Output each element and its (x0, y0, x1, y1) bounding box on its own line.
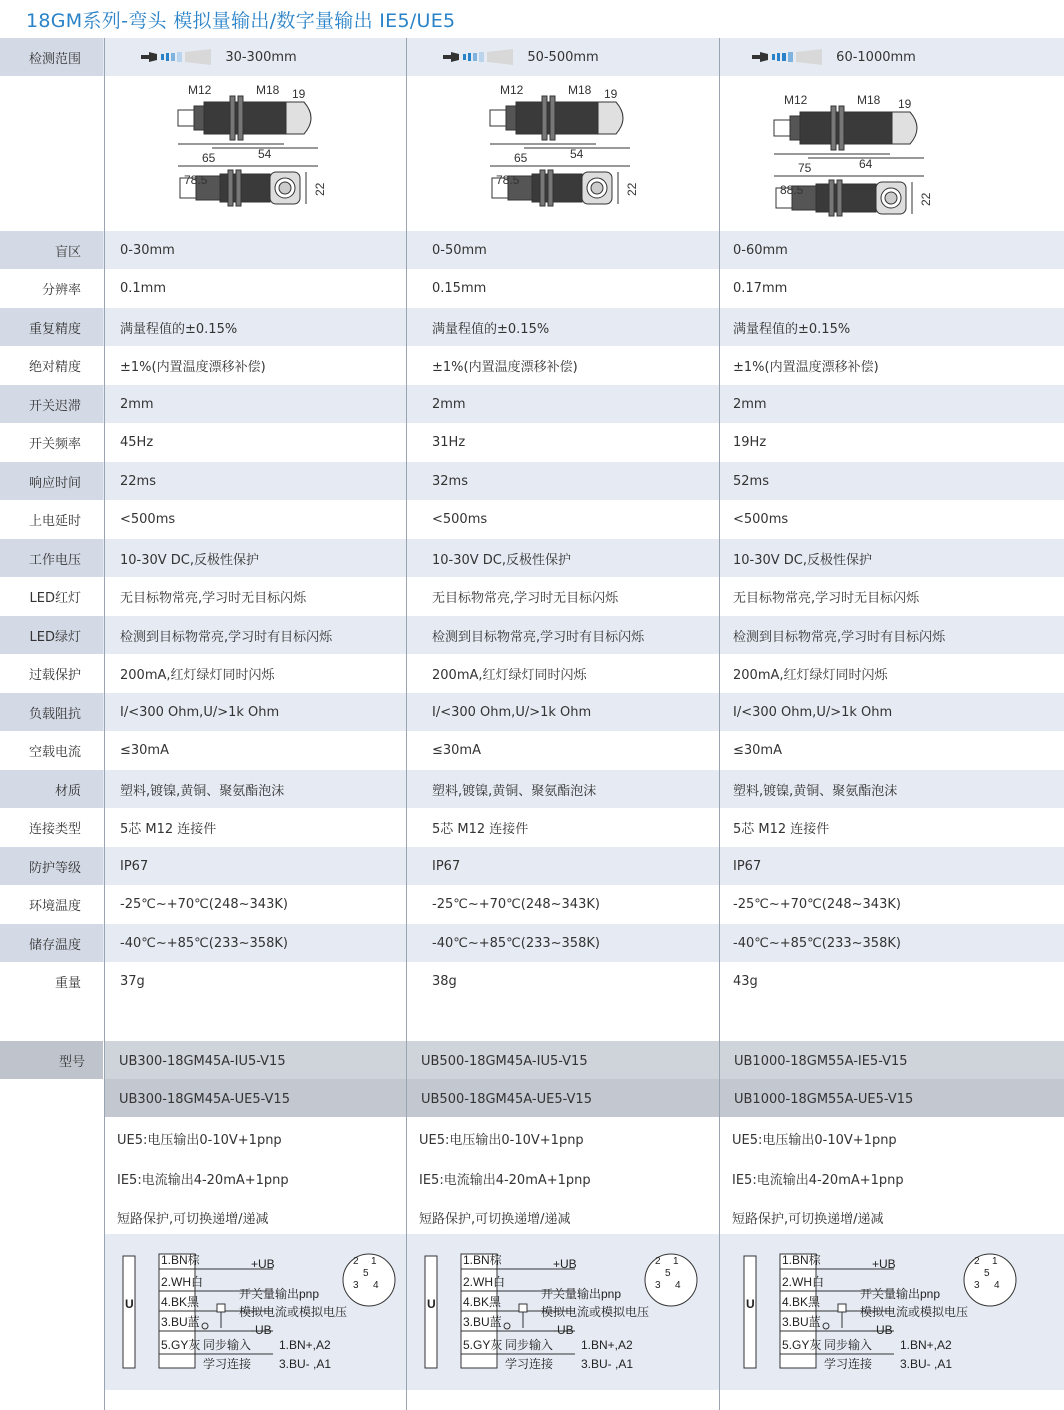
sensor-dimension-drawing (484, 80, 654, 222)
spec-value: 43g (733, 974, 758, 989)
dim-78-5: 88.5 (780, 183, 804, 197)
spec-row (0, 269, 1064, 308)
pin-number: 3 (655, 1280, 661, 1291)
analog-out-label: 模拟电流或模拟电压 (541, 1305, 650, 1319)
learn-label: 学习连接 (203, 1357, 252, 1371)
pin-label: 4.BK黑 (463, 1295, 502, 1309)
plus-ub-label: +UB (251, 1257, 275, 1271)
row-label: 材质 (0, 770, 103, 808)
column-divider (719, 38, 720, 1410)
header-row (0, 38, 1064, 76)
range-cell (421, 38, 621, 76)
model-number: UB300-18GM45A-IU5-V15 (119, 1054, 286, 1069)
spec-row (0, 654, 1064, 693)
row-label: 开关频率 (28, 437, 81, 452)
a1-label: 3.BU- ,A1 (900, 1357, 953, 1371)
row-label: 空载电流 (28, 745, 81, 760)
spec-row (0, 924, 1064, 962)
pin-label: 2.WH白 (161, 1275, 204, 1289)
spec-value: IP67 (432, 858, 461, 874)
sensor-beam-icon (141, 49, 213, 65)
row-label: 连接类型 (28, 822, 81, 837)
pin-label: 1.BN棕 (463, 1253, 502, 1267)
spec-value: 塑料,镀镍,黄铜、聚氨酯泡沫 (432, 783, 597, 799)
output-note: IE5:电流输出4-20mA+1pnp (419, 1173, 591, 1188)
pin-number: 4 (994, 1280, 1000, 1291)
spec-value: 200mA,红灯绿灯同时闪烁 (120, 668, 275, 683)
plus-ub-label: +UB (872, 1257, 896, 1271)
wiring-diagram (407, 1234, 719, 1390)
pin-number: 2 (655, 1256, 661, 1267)
spec-row (0, 847, 1064, 885)
dim-22: 22 (313, 182, 327, 196)
spec-row (0, 770, 1064, 808)
dim-19: 19 (604, 87, 618, 101)
output-note: IE5:电流输出4-20mA+1pnp (117, 1173, 289, 1188)
dim-m12: M12 (784, 93, 808, 107)
row-label: 环境温度 (28, 899, 81, 914)
spec-row (0, 462, 1064, 500)
wiring-diagram (105, 1234, 406, 1390)
spec-value: <500ms (432, 512, 488, 527)
spec-value: 2mm (733, 396, 767, 412)
u-label: U (125, 1297, 134, 1311)
range-value: 50-500mm (527, 49, 599, 65)
spec-row (0, 539, 1064, 577)
pin-number: 2 (974, 1256, 980, 1267)
spec-value: <500ms (120, 512, 176, 527)
dim-19: 19 (292, 87, 306, 101)
spec-value: <500ms (733, 512, 789, 527)
row-label: 工作电压 (0, 539, 103, 577)
u-label: U (746, 1297, 755, 1311)
row-label: 上电延时 (28, 514, 81, 529)
learn-label: 学习连接 (824, 1357, 873, 1371)
wiring-svg (105, 1234, 406, 1390)
spec-value: 31Hz (432, 435, 466, 450)
range-value: 60-1000mm (836, 49, 916, 65)
spec-value: 5芯 M12 连接件 (733, 822, 830, 837)
spec-value: -25℃~+70℃(248~343K) (733, 897, 901, 912)
spec-row (0, 500, 1064, 539)
plus-ub-label: +UB (553, 1257, 577, 1271)
wiring-diagram (720, 1234, 1064, 1390)
dim-m12: M12 (500, 83, 524, 97)
model-column (407, 1041, 719, 1117)
spec-value: I/<300 Ohm,U/>1k Ohm (120, 704, 280, 720)
switch-out-label: 开关量输出pnp (860, 1287, 941, 1301)
dim-65: 75 (798, 161, 812, 175)
dim-65: 65 (514, 151, 528, 165)
analog-out-label: 模拟电流或模拟电压 (860, 1305, 969, 1319)
spec-value: 38g (432, 974, 457, 989)
spec-row (0, 423, 1064, 462)
pin-number: 4 (373, 1280, 379, 1291)
spec-row (0, 385, 1064, 423)
analog-out-label: 模拟电流或模拟电压 (239, 1305, 348, 1319)
row-label: 盲区 (0, 231, 103, 269)
spec-value: 5芯 M12 连接件 (432, 822, 529, 837)
pin-number: 2 (353, 1256, 359, 1267)
spec-value: 0-30mm (120, 242, 175, 258)
switch-out-label: 开关量输出pnp (239, 1287, 320, 1301)
pin-label: 3.BU蓝 (782, 1315, 821, 1329)
dim-22: 22 (625, 182, 639, 196)
spec-value: ≤30mA (432, 743, 481, 758)
spec-value: I/<300 Ohm,U/>1k Ohm (733, 704, 893, 720)
row-label: LED绿灯 (0, 616, 103, 654)
spec-value: 32ms (432, 473, 468, 489)
pin-label: 5.GY灰 (161, 1338, 201, 1352)
spec-value: 满量程值的±0.15% (120, 321, 238, 337)
spec-value: 0-60mm (733, 242, 788, 258)
row-label: 过载保护 (28, 668, 81, 683)
spec-value: 45Hz (120, 435, 154, 450)
row-label: 响应时间 (0, 462, 103, 500)
spec-value: 无目标物常亮,学习时无目标闪烁 (432, 591, 619, 606)
spec-value: ≤30mA (120, 743, 169, 758)
wiring-svg (720, 1234, 1064, 1390)
a1-label: 3.BU- ,A1 (581, 1357, 634, 1371)
output-note: UE5:电压输出0-10V+1pnp (732, 1133, 897, 1148)
row-label: 防护等级 (0, 847, 103, 885)
a1-label: 3.BU- ,A1 (279, 1357, 332, 1371)
dim-54: 64 (859, 157, 873, 171)
dim-54: 54 (258, 147, 272, 161)
output-note: UE5:电压输出0-10V+1pnp (117, 1133, 282, 1148)
row-label: 重量 (54, 976, 81, 991)
spec-value: ±1%(内置温度漂移补偿) (120, 360, 266, 375)
sync-in-label: 同步输入 (505, 1338, 554, 1352)
switch-out-label: 开关量输出pnp (541, 1287, 622, 1301)
a2-label: 1.BN+,A2 (279, 1338, 331, 1352)
spec-value: 10-30V DC,反极性保护 (733, 552, 873, 568)
spec-row (0, 731, 1064, 770)
model-label: 型号 (0, 1041, 103, 1079)
sync-in-label: 同步输入 (203, 1338, 252, 1352)
spec-value: -25℃~+70℃(248~343K) (432, 897, 600, 912)
dim-m18: M18 (256, 83, 280, 97)
model-number: UB500-18GM45A-IU5-V15 (421, 1054, 588, 1069)
spec-value: -40℃~+85℃(233~358K) (120, 935, 288, 951)
pin-label: 4.BK黑 (782, 1295, 821, 1309)
spec-value: 10-30V DC,反极性保护 (120, 552, 260, 568)
spec-value: 检测到目标物常亮,学习时有目标闪烁 (733, 629, 946, 645)
spec-row (0, 308, 1064, 346)
spec-value: ±1%(内置温度漂移补偿) (733, 360, 879, 375)
sensor-dimension-drawing (768, 90, 938, 232)
sensor-beam-icon (752, 49, 824, 65)
pin-label: 5.GY灰 (463, 1338, 503, 1352)
row-label: LED红灯 (29, 591, 81, 606)
row-label: 储存温度 (0, 924, 103, 962)
pin-label: 3.BU蓝 (161, 1315, 200, 1329)
spec-value: 52ms (733, 473, 769, 489)
spec-value: ±1%(内置温度漂移补偿) (432, 360, 578, 375)
pin-label: 2.WH白 (463, 1275, 506, 1289)
output-note: 短路保护,可切换递增/递减 (419, 1212, 571, 1227)
spec-value: 200mA,红灯绿灯同时闪烁 (432, 668, 587, 683)
spec-value: 满量程值的±0.15% (432, 321, 550, 337)
dim-78-5: 78.5 (184, 173, 208, 187)
model-column (105, 1041, 406, 1117)
spec-row (0, 616, 1064, 654)
pin-label: 4.BK黑 (161, 1295, 200, 1309)
spec-row (0, 577, 1064, 616)
spec-value: 10-30V DC,反极性保护 (432, 552, 572, 568)
output-note: IE5:电流输出4-20mA+1pnp (732, 1173, 904, 1188)
learn-label: 学习连接 (505, 1357, 554, 1371)
spec-value: 0.1mm (120, 281, 167, 296)
minus-ub-label: -UB (872, 1323, 893, 1337)
spec-value: -25℃~+70℃(248~343K) (120, 897, 288, 912)
spec-value: 2mm (432, 396, 466, 412)
row-label: 负载阻抗 (0, 693, 103, 731)
spec-row (0, 885, 1064, 924)
dim-m18: M18 (568, 83, 592, 97)
spec-row (0, 808, 1064, 847)
dim-m12: M12 (188, 83, 212, 97)
pin-label: 3.BU蓝 (463, 1315, 502, 1329)
range-value: 30-300mm (225, 49, 297, 65)
spec-value: 19Hz (733, 435, 767, 450)
model-number: UB300-18GM45A-UE5-V15 (119, 1092, 290, 1107)
sensor-dimension-drawing (172, 80, 342, 222)
spec-value: 5芯 M12 连接件 (120, 822, 217, 837)
spec-row (0, 693, 1064, 731)
model-number: UB500-18GM45A-UE5-V15 (421, 1092, 592, 1107)
column-divider (104, 38, 105, 1410)
spec-value: I/<300 Ohm,U/>1k Ohm (432, 704, 592, 720)
pin-label: 2.WH白 (782, 1275, 825, 1289)
a2-label: 1.BN+,A2 (900, 1338, 952, 1352)
pin-label: 5.GY灰 (782, 1338, 822, 1352)
spec-value: 0-50mm (432, 242, 487, 258)
column-divider (406, 38, 407, 1410)
spec-value: 满量程值的±0.15% (733, 321, 851, 337)
pin-number: 5 (363, 1268, 369, 1279)
output-note: 短路保护,可切换递增/递减 (732, 1212, 884, 1227)
spec-value: 200mA,红灯绿灯同时闪烁 (733, 668, 888, 683)
output-note: UE5:电压输出0-10V+1pnp (419, 1133, 584, 1148)
spec-value: -40℃~+85℃(233~358K) (733, 935, 901, 951)
spec-row (0, 346, 1064, 385)
spec-value: 无目标物常亮,学习时无目标闪烁 (120, 591, 307, 606)
u-label: U (427, 1297, 436, 1311)
pin-number: 3 (974, 1280, 980, 1291)
model-number: UB1000-18GM55A-IE5-V15 (734, 1054, 908, 1069)
row-label: 分辨率 (41, 283, 81, 298)
pin-number: 5 (665, 1268, 671, 1279)
range-cell (119, 38, 319, 76)
sensor-beam-icon (443, 49, 515, 65)
dim-54: 54 (570, 147, 584, 161)
row-label: 重复精度 (0, 308, 103, 346)
minus-ub-label: -UB (553, 1323, 574, 1337)
dim-78-5: 78.5 (496, 173, 520, 187)
spec-value: 0.15mm (432, 281, 487, 296)
pin-number: 5 (984, 1268, 990, 1279)
spec-value: IP67 (733, 858, 762, 874)
pin-number: 4 (675, 1280, 681, 1291)
row-label: 绝对精度 (28, 360, 81, 375)
spec-row (0, 231, 1064, 269)
row-label: 检测范围 (0, 38, 103, 76)
pin-number: 1 (992, 1256, 998, 1267)
spec-value: 检测到目标物常亮,学习时有目标闪烁 (432, 629, 645, 645)
pin-number: 3 (353, 1280, 359, 1291)
dim-m18: M18 (857, 93, 881, 107)
dim-22: 22 (919, 192, 933, 206)
spec-row (0, 962, 1064, 1041)
spec-value: 0.17mm (733, 281, 788, 296)
spec-value: 塑料,镀镍,黄铜、聚氨酯泡沫 (120, 783, 285, 799)
a2-label: 1.BN+,A2 (581, 1338, 633, 1352)
pin-label: 1.BN棕 (161, 1253, 200, 1267)
row-label: 开关迟滞 (0, 385, 103, 423)
pin-number: 1 (673, 1256, 679, 1267)
minus-ub-label: -UB (251, 1323, 272, 1337)
spec-value: IP67 (120, 858, 149, 874)
dim-65: 65 (202, 151, 216, 165)
spec-value: ≤30mA (733, 743, 782, 758)
output-note: 短路保护,可切换递增/递减 (117, 1212, 269, 1227)
dim-19: 19 (898, 97, 912, 111)
spec-value: 37g (120, 974, 145, 989)
model-number: UB1000-18GM55A-UE5-V15 (734, 1092, 914, 1107)
pin-number: 1 (371, 1256, 377, 1267)
spec-value: 22ms (120, 473, 156, 489)
range-cell (734, 38, 934, 76)
wiring-svg (407, 1234, 719, 1390)
pin-label: 1.BN棕 (782, 1253, 821, 1267)
sync-in-label: 同步输入 (824, 1338, 873, 1352)
page-title: 18GM系列-弯头 模拟量输出/数字量输出 IE5/UE5 (26, 10, 456, 32)
spec-value: 塑料,镀镍,黄铜、聚氨酯泡沫 (733, 783, 898, 799)
spec-value: 2mm (120, 396, 154, 412)
spec-value: 检测到目标物常亮,学习时有目标闪烁 (120, 629, 333, 645)
model-column (720, 1041, 1064, 1117)
spec-value: 无目标物常亮,学习时无目标闪烁 (733, 591, 920, 606)
spec-value: -40℃~+85℃(233~358K) (432, 935, 600, 951)
